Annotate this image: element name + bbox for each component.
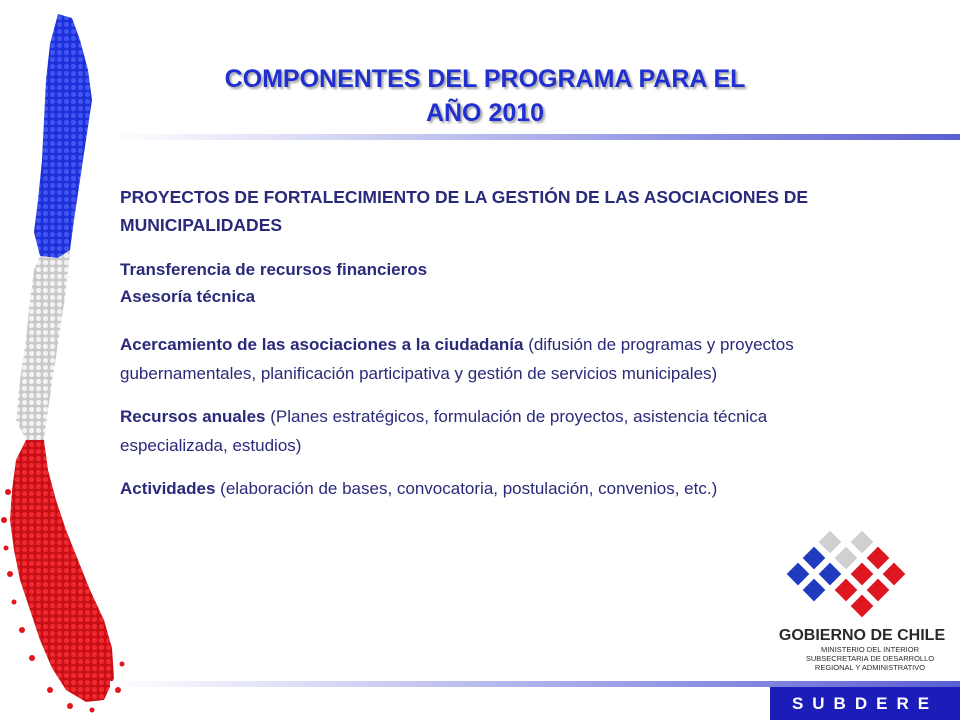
- paragraph-recursos-text: (Planes estratégicos, formulación de proyectos, asistencia técnica especializada, estudios): [120, 407, 768, 455]
- paragraph-acercamiento: [120, 330, 860, 388]
- map-south-red: [10, 440, 114, 702]
- item-asesoria: Asesoría técnica: [120, 287, 256, 306]
- section-heading: PROYECTOS DE FORTALECIMIENTO DE LA GESTIÓN DE LAS ASOCIACIONES DE MUNICIPALIDADES: [120, 187, 809, 235]
- paragraph-recursos-bold: Recursos anuales: [120, 407, 266, 426]
- slide-content: [120, 183, 860, 503]
- title-divider: [110, 134, 960, 140]
- logo-line1: MINISTERIO DEL INTERIOR: [820, 645, 920, 654]
- logo-line3: REGIONAL Y ADMINISTRATIVO: [814, 663, 926, 672]
- paragraph-actividades-bold: Actividades: [120, 479, 216, 498]
- paragraph-actividades: [120, 474, 860, 503]
- map-center-white: [16, 250, 70, 440]
- logo-cube-emblem: [787, 531, 906, 618]
- paragraph-actividades-text: (elaboración de bases, convocatoria, postulación, convenios, etc.): [215, 479, 718, 498]
- paragraph-recursos: [120, 402, 860, 460]
- item-transferencia: Transferencia de recursos financieros: [120, 260, 428, 279]
- paragraph-acercamiento-text: (difusión de programas y proyectos gubernamentales, planificación participativa y gestión de servicios municipales): [120, 335, 794, 383]
- subdere-brand-bar: SUBDERE: [770, 687, 960, 720]
- slide-title-line1: COMPONENTES DEL PROGRAMA PARA EL: [224, 65, 746, 93]
- paragraph-acercamiento-bold: Acercamiento de las asociaciones a la ciudadanía: [120, 335, 524, 354]
- slide-title: [160, 62, 810, 130]
- slide-title-line2: AÑO 2010: [425, 99, 545, 127]
- logo-line2: SUBSECRETARIA DE DESARROLLO: [805, 654, 935, 663]
- chile-map-graphic: [0, 0, 140, 720]
- map-north-blue: [34, 14, 92, 258]
- logo-org-name: GOBIERNO DE CHILE: [778, 627, 946, 644]
- gobierno-de-chile-logo: [770, 522, 950, 672]
